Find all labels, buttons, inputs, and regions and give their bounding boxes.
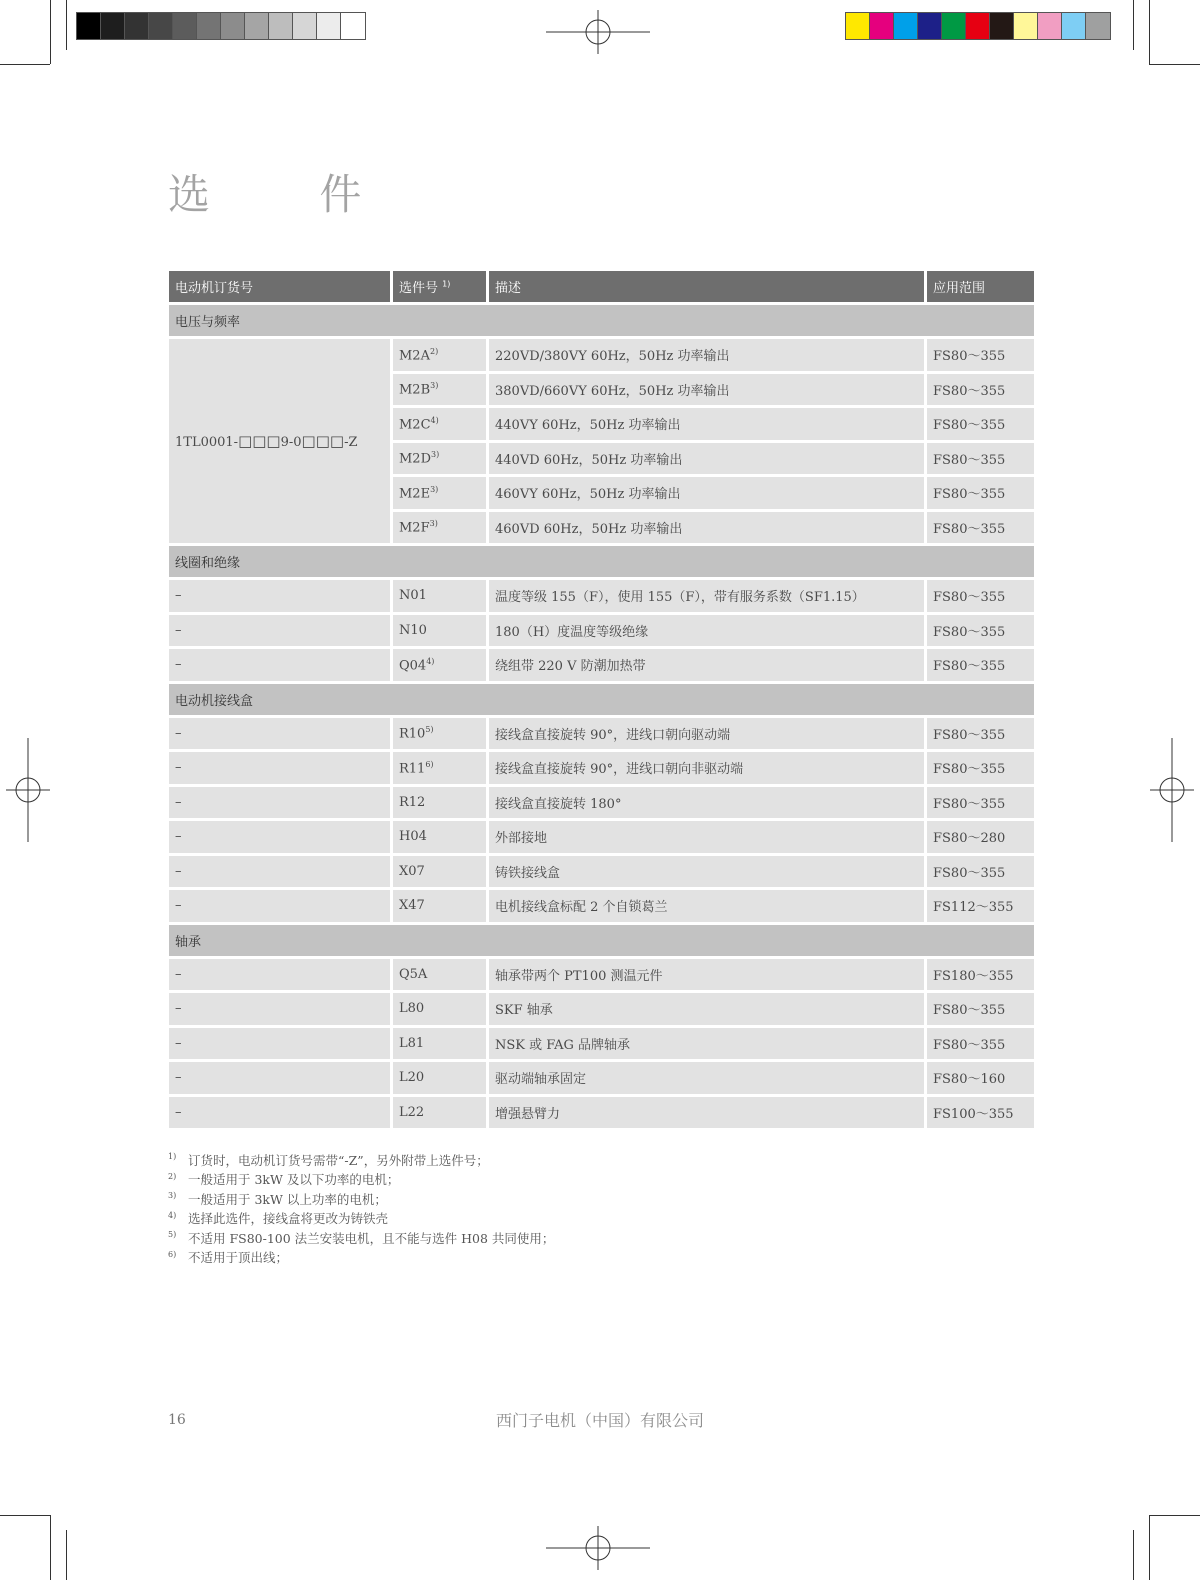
option-code-cell (392, 407, 488, 442)
table-row (168, 579, 1036, 614)
description-cell: 驱动端轴承固定 (488, 1061, 926, 1096)
range-cell: FS80～280 (926, 820, 1036, 855)
range-cell: FS80～355 (926, 338, 1036, 373)
option-footnote-ref: 3) (429, 519, 438, 529)
order-number-cell: – (168, 579, 392, 614)
option-code-cell (392, 510, 488, 545)
range-cell: FS80～355 (926, 751, 1036, 786)
option-code: M2C (399, 416, 431, 432)
footnote-text: 不适用 FS80-100 法兰安装电机，且不能与选件 H08 共同使用； (188, 1230, 555, 1246)
option-footnote-ref: 3) (430, 381, 439, 391)
footnote-mark: 2) (168, 1171, 177, 1181)
table-row (168, 854, 1036, 889)
option-code: Q5A (399, 966, 428, 982)
color-swatch (293, 13, 317, 39)
description-cell: 电机接线盒标配 2 个自锁葛兰 (488, 889, 926, 924)
table-header-row (168, 270, 1036, 304)
order-middle: 9-0 (280, 435, 302, 450)
color-swatch (221, 13, 245, 39)
table-row (168, 1026, 1036, 1061)
description-cell: 220VD/380VY 60Hz，50Hz 功率输出 (488, 338, 926, 373)
crop-mark (0, 64, 50, 65)
option-footnote-ref: 5) (425, 725, 434, 735)
color-swatch (269, 13, 293, 39)
color-swatch (149, 13, 173, 39)
option-footnote-ref: 3) (430, 484, 439, 494)
option-code-cell (392, 1095, 488, 1130)
range-cell: FS80～355 (926, 716, 1036, 751)
section-title: 电压与频率 (168, 304, 1036, 338)
section-title: 电动机接线盒 (168, 682, 1036, 716)
footnote (168, 1228, 554, 1248)
footnote-mark: 4) (168, 1210, 177, 1220)
page-number: 16 (168, 1412, 186, 1428)
range-cell: FS80～355 (926, 510, 1036, 545)
color-swatch (942, 13, 966, 39)
description-cell: SKF 轴承 (488, 992, 926, 1027)
range-cell: FS80～355 (926, 372, 1036, 407)
footnote-mark: 6) (168, 1249, 177, 1259)
order-boxes-b: □□□ (301, 432, 345, 450)
crop-mark (1149, 1515, 1150, 1580)
color-swatch (1062, 13, 1086, 39)
range-cell: FS80～355 (926, 613, 1036, 648)
company-name: 西门子电机（中国）有限公司 (495, 1411, 704, 1430)
table-row (168, 820, 1036, 855)
description-cell: 440VD 60Hz，50Hz 功率输出 (488, 441, 926, 476)
description-cell: 460VY 60Hz，50Hz 功率输出 (488, 476, 926, 511)
order-number-cell: – (168, 1095, 392, 1130)
registration-mark-icon (1150, 738, 1194, 842)
option-code-cell (392, 957, 488, 992)
range-cell: FS180～355 (926, 957, 1036, 992)
order-number-cell: – (168, 648, 392, 683)
merged-order-number (168, 338, 392, 545)
color-swatch (1038, 13, 1062, 39)
table-row (168, 992, 1036, 1027)
section-row (168, 545, 1036, 579)
option-code-cell (392, 648, 488, 683)
range-cell: FS80～355 (926, 441, 1036, 476)
description-cell: 440VY 60Hz，50Hz 功率输出 (488, 407, 926, 442)
order-number-cell: – (168, 1026, 392, 1061)
color-swatch (870, 13, 894, 39)
crop-mark (66, 1530, 67, 1580)
option-footnote-ref: 3) (431, 450, 440, 460)
option-code-cell (392, 476, 488, 511)
range-cell: FS80～355 (926, 579, 1036, 614)
option-code: R10 (399, 726, 426, 742)
options-table (166, 268, 1037, 1131)
section-row (168, 923, 1036, 957)
footnote-text: 订货时，电动机订货号需带“-Z”，另外附带上选件号； (188, 1152, 489, 1168)
color-swatch (173, 13, 197, 39)
option-code-cell (392, 716, 488, 751)
registration-mark-icon (546, 10, 650, 54)
option-code: H04 (399, 829, 427, 845)
option-code-cell (392, 889, 488, 924)
order-number-cell: – (168, 613, 392, 648)
color-swatch (197, 13, 221, 39)
order-suffix: -Z (344, 435, 358, 450)
section-row (168, 304, 1036, 338)
order-prefix: 1TL0001- (175, 435, 239, 450)
color-swatch (77, 13, 101, 39)
range-cell: FS112～355 (926, 889, 1036, 924)
footnote-mark: 1) (168, 1152, 177, 1161)
option-code: L80 (399, 1001, 425, 1017)
color-swatch (990, 13, 1014, 39)
option-code: M2E (399, 485, 431, 501)
section-title: 轴承 (168, 923, 1036, 957)
description-cell: 铸铁接线盒 (488, 854, 926, 889)
order-number-cell: – (168, 820, 392, 855)
description-cell: 接线盒直接旋转 90°，进线口朝向非驱动端 (488, 751, 926, 786)
color-swatch (317, 13, 341, 39)
footnote-text: 不适用于顶出线； (188, 1250, 289, 1266)
description-cell: 轴承带两个 PT100 测温元件 (488, 957, 926, 992)
order-number-cell: – (168, 1061, 392, 1096)
option-code-cell (392, 441, 488, 476)
crop-mark (66, 0, 67, 50)
description-cell: 接线盒直接旋转 180° (488, 785, 926, 820)
range-cell: FS80～355 (926, 785, 1036, 820)
crop-mark (1149, 64, 1200, 65)
option-footnote-ref: 2) (429, 346, 439, 356)
crop-mark (0, 1515, 50, 1516)
order-number-cell: – (168, 785, 392, 820)
color-swatch (1086, 13, 1110, 39)
footnote (168, 1170, 554, 1190)
registration-mark-icon (6, 738, 50, 842)
range-cell: FS80～355 (926, 476, 1036, 511)
order-number-cell: – (168, 716, 392, 751)
crop-mark (50, 0, 51, 64)
range-cell: FS80～355 (926, 1026, 1036, 1061)
range-cell: FS80～355 (926, 854, 1036, 889)
footnote-text: 一般适用于 3kW 及以下功率的电机； (188, 1172, 400, 1188)
color-swatch (966, 13, 990, 39)
registration-mark-icon (546, 1526, 650, 1570)
option-code: M2F (399, 520, 430, 536)
option-code: X47 (399, 898, 425, 914)
color-swatch (245, 13, 269, 39)
description-cell: 温度等级 155（F），使用 155（F），带有服务系数（SF1.15） (488, 579, 926, 614)
color-swatch (1014, 13, 1038, 39)
range-cell: FS80～355 (926, 992, 1036, 1027)
crop-mark (1149, 1515, 1200, 1516)
footnotes (168, 1150, 554, 1267)
table-row (168, 751, 1036, 786)
table-row (168, 648, 1036, 683)
option-footnote-ref: 4) (430, 415, 439, 425)
page-title: 选 件 (168, 170, 410, 219)
footnote (168, 1150, 554, 1170)
option-code: Q04 (399, 657, 427, 673)
footnote-mark: 5) (168, 1230, 177, 1239)
range-cell: FS80～355 (926, 407, 1036, 442)
range-cell: FS80～160 (926, 1061, 1036, 1096)
option-code: N10 (399, 622, 427, 638)
header-range: 应用范围 (926, 270, 1036, 304)
order-number-cell: – (168, 854, 392, 889)
option-code: R11 (399, 760, 426, 776)
description-cell: 外部接地 (488, 820, 926, 855)
order-number-cell: – (168, 889, 392, 924)
range-cell: FS100～355 (926, 1095, 1036, 1130)
option-code: X07 (399, 863, 425, 879)
option-code-cell (392, 613, 488, 648)
table-row (168, 889, 1036, 924)
table-row (168, 338, 1036, 373)
option-code-cell (392, 992, 488, 1027)
table-body (168, 304, 1036, 1130)
header-option-footnote: 1) (442, 279, 451, 289)
order-number-cell: – (168, 992, 392, 1027)
option-code: M2A (399, 347, 430, 363)
option-code: M2B (399, 382, 431, 398)
crop-mark (50, 1515, 51, 1580)
color-swatch (101, 13, 125, 39)
color-swatch (846, 13, 870, 39)
description-cell: 460VD 60Hz，50Hz 功率输出 (488, 510, 926, 545)
description-cell: 增强悬臂力 (488, 1095, 926, 1130)
section-title: 线圈和绝缘 (168, 545, 1036, 579)
table-row (168, 785, 1036, 820)
table-row (168, 613, 1036, 648)
option-code-cell (392, 820, 488, 855)
option-code: L20 (399, 1070, 425, 1086)
table-row (168, 1095, 1036, 1130)
header-description: 描述 (488, 270, 926, 304)
option-code-cell (392, 1061, 488, 1096)
crop-mark (1133, 1530, 1134, 1580)
option-code-cell (392, 372, 488, 407)
table-row (168, 957, 1036, 992)
option-code-cell (392, 1026, 488, 1061)
range-cell: FS80～355 (926, 648, 1036, 683)
option-code-cell (392, 751, 488, 786)
order-number-cell: – (168, 957, 392, 992)
header-option-label: 选件号 (399, 281, 439, 296)
color-swatch (918, 13, 942, 39)
header-option-no (392, 270, 488, 304)
description-cell: 180（H）度温度等级绝缘 (488, 613, 926, 648)
footnote (168, 1209, 554, 1229)
description-cell: 接线盒直接旋转 90°，进线口朝向驱动端 (488, 716, 926, 751)
description-cell: 380VD/660VY 60Hz，50Hz 功率输出 (488, 372, 926, 407)
color-swatch (341, 13, 365, 39)
option-code-cell (392, 579, 488, 614)
order-boxes-a: □□□ (238, 432, 281, 450)
description-cell: NSK 或 FAG 品牌轴承 (488, 1026, 926, 1061)
option-footnote-ref: 4) (426, 656, 435, 666)
option-code: N01 (399, 588, 427, 604)
option-code: L81 (399, 1035, 425, 1051)
order-number-cell: – (168, 751, 392, 786)
table-row (168, 1061, 1036, 1096)
section-row (168, 682, 1036, 716)
footnote-text: 选择此选件，接线盒将更改为铸铁壳 (188, 1211, 389, 1227)
option-code: L22 (399, 1104, 425, 1120)
option-code-cell (392, 854, 488, 889)
footnote (168, 1248, 554, 1268)
option-code: R12 (399, 794, 426, 810)
description-cell: 绕组带 220 V 防潮加热带 (488, 648, 926, 683)
option-code-cell (392, 338, 488, 373)
header-order-no: 电动机订货号 (168, 270, 392, 304)
color-calibration-bar (845, 12, 1111, 40)
option-footnote-ref: 6) (425, 759, 434, 769)
footnote (168, 1189, 554, 1209)
color-swatch (125, 13, 149, 39)
option-code-cell (392, 785, 488, 820)
footnote-mark: 3) (168, 1191, 177, 1200)
crop-mark (1133, 0, 1134, 50)
crop-mark (1149, 0, 1150, 64)
gray-calibration-bar (76, 12, 366, 40)
option-code: M2D (399, 451, 432, 467)
footnote-text: 一般适用于 3kW 以上功率的电机； (188, 1191, 387, 1207)
table-row (168, 716, 1036, 751)
color-swatch (894, 13, 918, 39)
